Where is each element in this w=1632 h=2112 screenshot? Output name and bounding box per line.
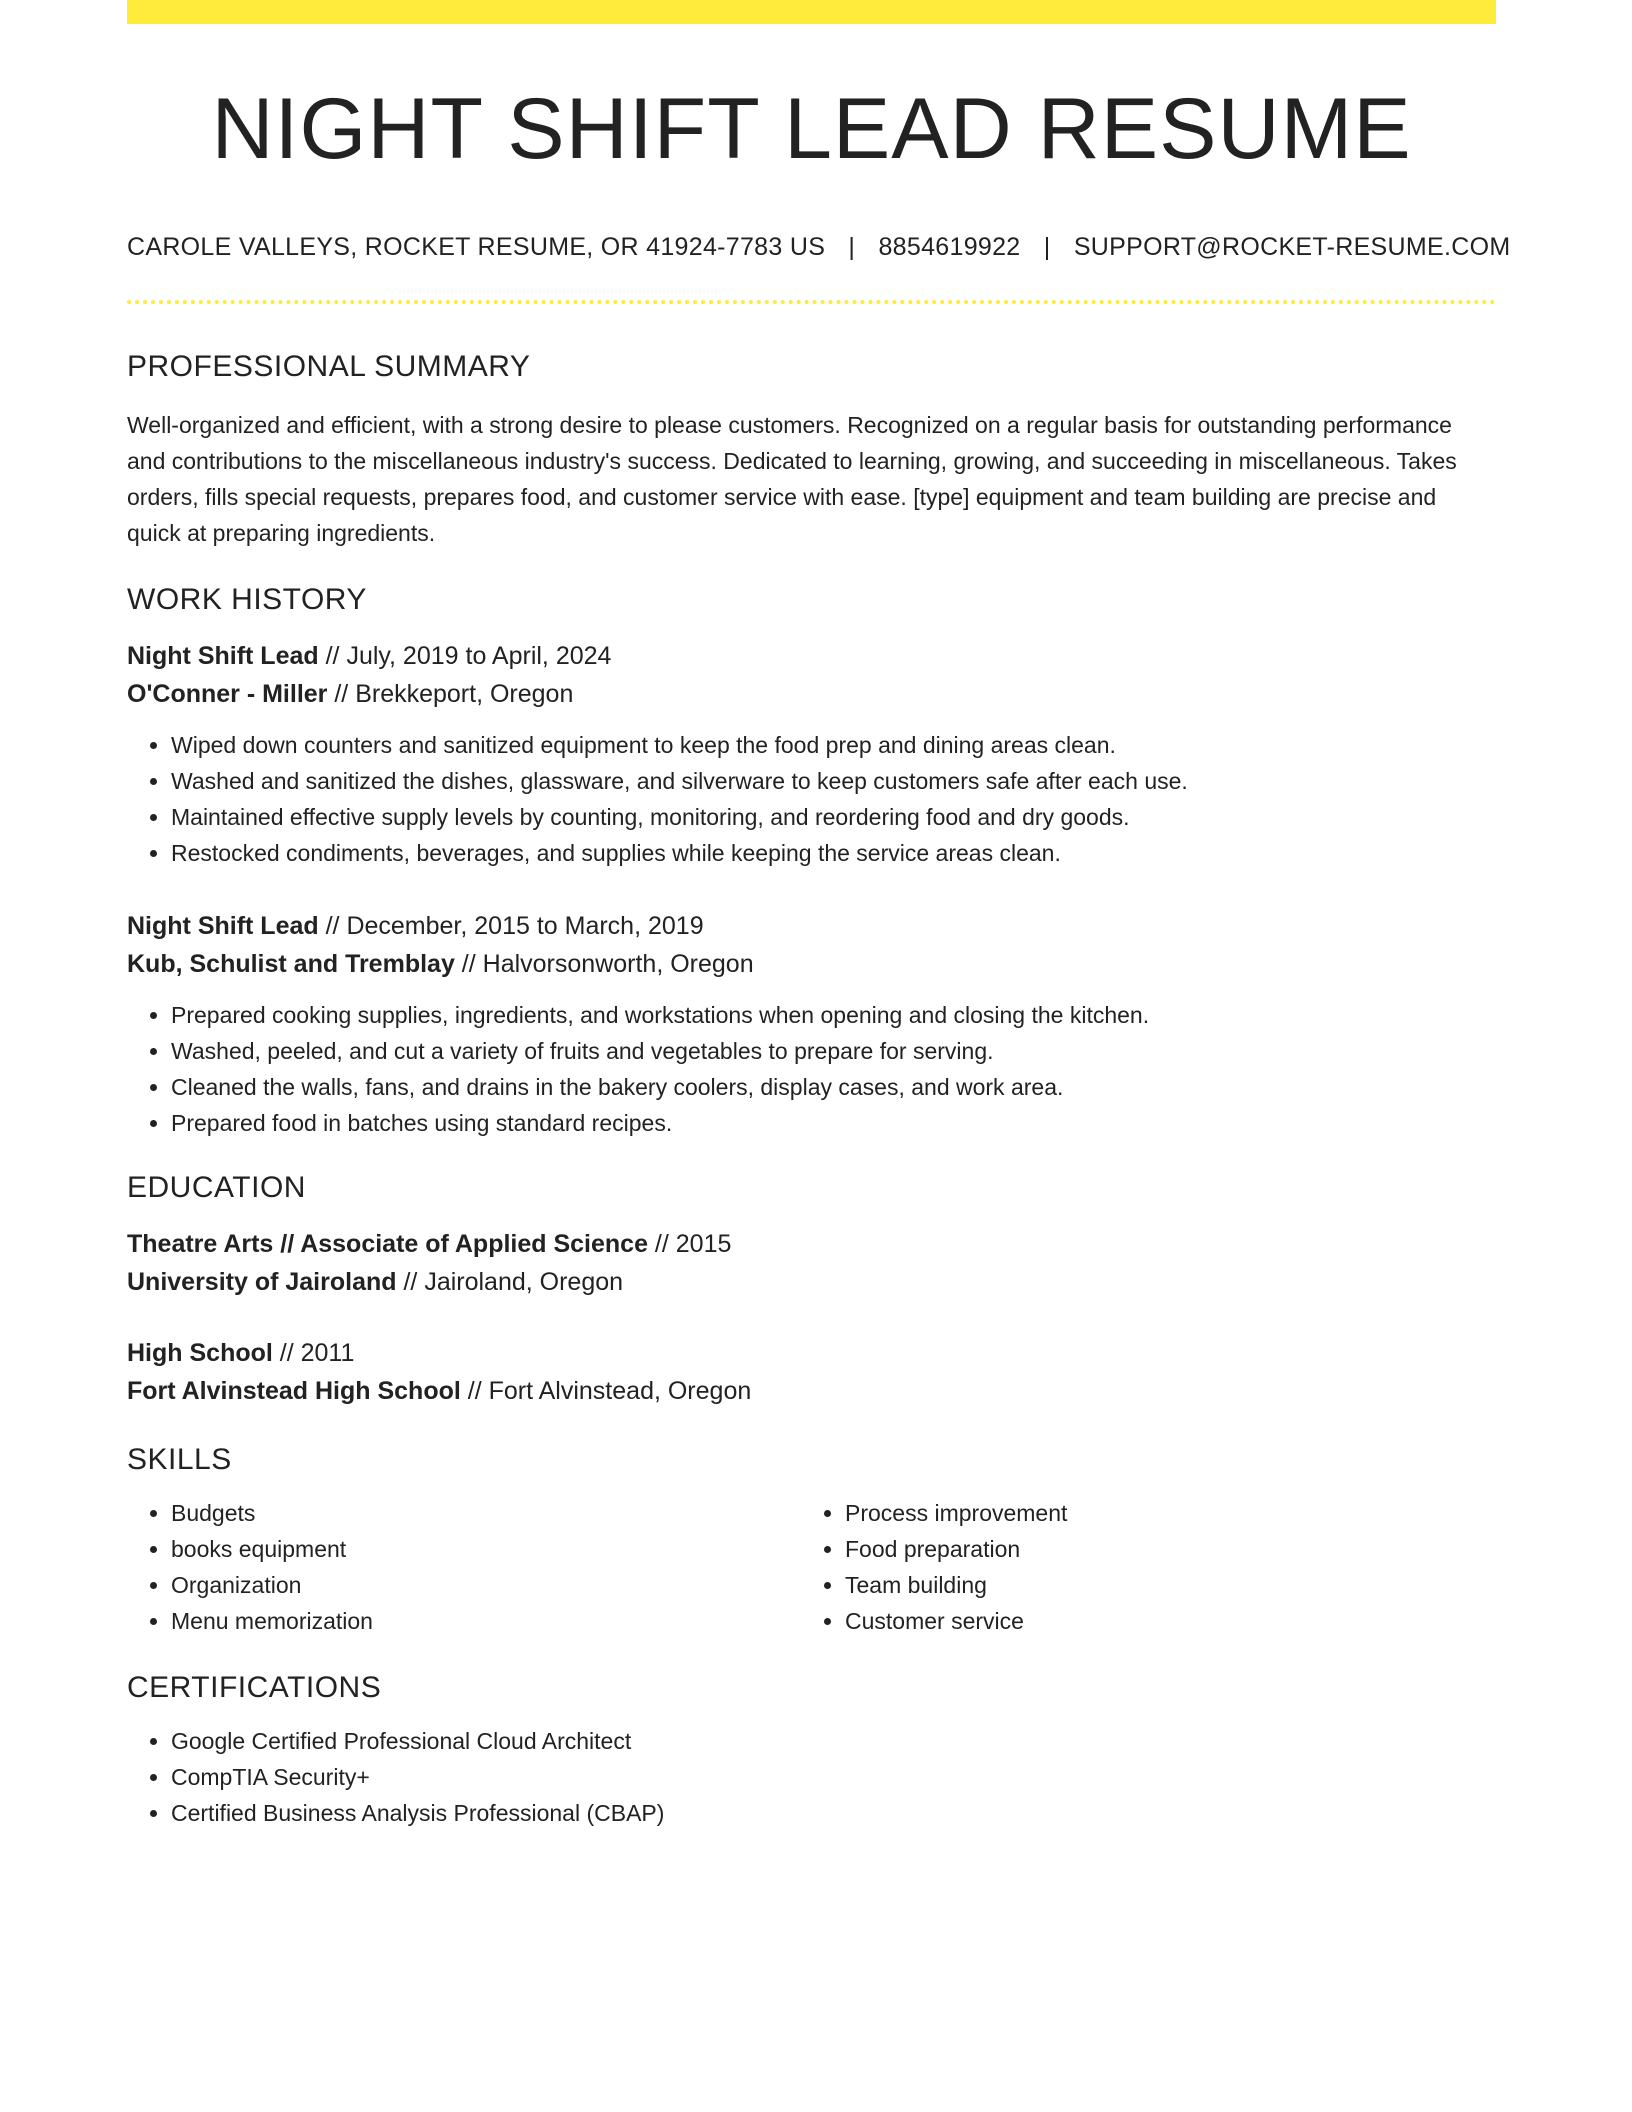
job-title: Night Shift Lead	[127, 641, 319, 670]
education-entry	[127, 1334, 1496, 1410]
education-school-line	[127, 1263, 1496, 1301]
skill-item: • Customer service	[845, 1603, 1475, 1639]
education-school: Fort Alvinstead High School	[127, 1376, 461, 1405]
job-title: Night Shift Lead	[127, 911, 319, 940]
job-bullets	[127, 727, 1496, 871]
summary-text: Well-organized and efficient, with a strong desire to please customers. Recognized on a regular basis for outstanding performance and contributions to the miscellaneous industry's success. Dedicated to learning, growing, and succeeding in miscellaneous. Takes orders, fills special requests, prepares food, and customer service with ease. [type] equipment and team building are precise and quick at preparing ingredients.	[127, 411, 1457, 546]
job-bullet: • Wiped down counters and sanitized equipment to keep the food prep and dining areas clean.	[171, 727, 1496, 763]
dotted-divider	[127, 300, 1496, 304]
contact-separator: |	[1043, 232, 1051, 261]
accent-top-bar	[127, 0, 1496, 24]
contact-phone: 8854619922	[878, 232, 1021, 261]
education-year: // 2011	[272, 1338, 355, 1367]
education-location: // Fort Alvinstead, Oregon	[460, 1376, 752, 1405]
certification-item: • Google Certified Professional Cloud Architect	[171, 1723, 1496, 1759]
contact-line	[127, 232, 1511, 262]
skill-item: • Budgets	[171, 1495, 801, 1531]
certification-item: • CompTIA Security+	[171, 1759, 1496, 1795]
job-bullet: • Prepared cooking supplies, ingredients, and workstations when opening and closing the kitchen.	[171, 997, 1496, 1033]
job-company: O'Conner - Miller	[127, 679, 328, 708]
certifications-heading: CERTIFICATIONS	[127, 1670, 382, 1704]
resume-title: NIGHT SHIFT LEAD RESUME	[211, 81, 1412, 177]
skills-column-left	[127, 1495, 801, 1639]
job-bullet: • Prepared food in batches using standard recipes.	[171, 1105, 1496, 1141]
skill-item: • books equipment	[171, 1531, 801, 1567]
job-bullet: • Washed and sanitized the dishes, glassware, and silverware to keep customers safe after each use.	[171, 763, 1496, 799]
job-title-line	[127, 907, 1496, 945]
education-degree: High School	[127, 1338, 273, 1367]
job-location: // Brekkeport, Oregon	[327, 679, 574, 708]
job-location: // Halvorsonworth, Oregon	[454, 949, 754, 978]
skills-column-right	[801, 1495, 1475, 1639]
job-dates: // December, 2015 to March, 2019	[318, 911, 704, 940]
education-entry	[127, 1225, 1496, 1301]
education-school: University of Jairoland	[127, 1267, 397, 1296]
job-bullet: • Washed, peeled, and cut a variety of fruits and vegetables to prepare for serving.	[171, 1033, 1496, 1069]
job-title-line	[127, 637, 1496, 675]
resume-page	[127, 0, 1511, 1831]
contact-email: SUPPORT@ROCKET-RESUME.COM	[1073, 232, 1511, 261]
skill-item: • Organization	[171, 1567, 801, 1603]
job-bullets	[127, 997, 1496, 1141]
education-location: // Jairoland, Oregon	[396, 1267, 624, 1296]
certification-item: • Certified Business Analysis Professional (CBAP)	[171, 1795, 1496, 1831]
job-entry	[127, 637, 1496, 871]
contact-separator: |	[848, 232, 856, 261]
education-degree-line	[127, 1225, 1496, 1263]
job-bullet: • Restocked condiments, beverages, and supplies while keeping the service areas clean.	[171, 835, 1496, 871]
education-degree: Theatre Arts // Associate of Applied Science	[127, 1229, 648, 1258]
education-heading: EDUCATION	[127, 1170, 306, 1204]
work-history-heading: WORK HISTORY	[127, 582, 367, 616]
education-school-line	[127, 1372, 1496, 1410]
summary-heading: PROFESSIONAL SUMMARY	[127, 349, 531, 383]
job-entry	[127, 907, 1496, 1141]
certifications-list	[127, 1723, 1496, 1831]
job-bullet: • Cleaned the walls, fans, and drains in the bakery coolers, display cases, and work area.	[171, 1069, 1496, 1105]
skill-item: • Food preparation	[845, 1531, 1475, 1567]
education-year: // 2015	[647, 1229, 732, 1258]
job-company-line	[127, 675, 1496, 713]
job-company-line	[127, 945, 1496, 983]
education-degree-line	[127, 1334, 1496, 1372]
job-dates: // July, 2019 to April, 2024	[318, 641, 612, 670]
contact-address: CAROLE VALLEYS, ROCKET RESUME, OR 41924-7783 US	[127, 232, 826, 261]
skills-heading: SKILLS	[127, 1442, 232, 1476]
job-bullet: • Maintained effective supply levels by counting, monitoring, and reordering food and dry goods.	[171, 799, 1496, 835]
skill-item: • Team building	[845, 1567, 1475, 1603]
skill-item: • Process improvement	[845, 1495, 1475, 1531]
job-company: Kub, Schulist and Tremblay	[127, 949, 455, 978]
skill-item: • Menu memorization	[171, 1603, 801, 1639]
skills-grid	[127, 1495, 1496, 1639]
